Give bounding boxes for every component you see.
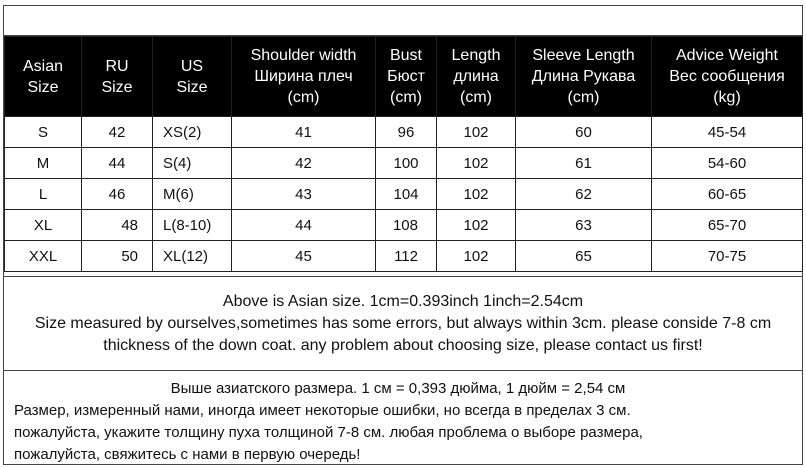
table-header [5, 37, 803, 117]
note-line: Size measured by ourselves,sometimes has some errors, but always within 3cm. please conside 7-8 cm [34, 315, 772, 332]
table-row [5, 117, 803, 148]
header-line: Длина Рукава [531, 68, 636, 85]
header-line: Ширина плеч [254, 68, 353, 85]
cell-sleeve-length: 61 [516, 148, 652, 179]
note-line: Размер, измеренный нами, иногда имеет некоторые ошибки, но всегда в пределах 3 см. [14, 402, 631, 419]
cell-advice-weight: 45-54 [652, 117, 803, 148]
cell-asian-size: XXL [5, 241, 82, 272]
cell-shoulder-width: 43 [232, 179, 376, 210]
header-line: Size [176, 78, 208, 96]
header-line: (cm) [567, 89, 600, 106]
size-table [4, 36, 803, 272]
note-line: thickness of the down coat. any problem about choosing size, please contact us first! [103, 337, 703, 354]
cell-us-size: S(4) [153, 148, 232, 179]
russian-notes [4, 372, 802, 464]
header-sleeve-length [516, 37, 652, 117]
table-row [5, 241, 803, 272]
header-line: Asian [22, 57, 64, 75]
cell-length: 102 [437, 179, 516, 210]
header-line: Length [451, 47, 501, 64]
cell-advice-weight: 65-70 [652, 210, 803, 241]
note-line: пожалуйста, укажите толщину пуха толщиной 7-8 см. любая проблема о выборе размера, [14, 424, 643, 441]
header-shoulder-width [232, 37, 376, 117]
cell-sleeve-length: 62 [516, 179, 652, 210]
cell-ru-size: 42 [82, 117, 153, 148]
cell-us-size: XS(2) [153, 117, 232, 148]
cell-shoulder-width: 44 [232, 210, 376, 241]
header-line: длина [453, 68, 499, 85]
cell-bust: 96 [376, 117, 437, 148]
header-line: Sleeve Length [532, 47, 635, 64]
table-body [5, 117, 803, 272]
header-line: Вес сообщения [669, 68, 785, 85]
cell-sleeve-length: 65 [516, 241, 652, 272]
header-row [5, 37, 803, 117]
header-advice-weight [652, 37, 803, 117]
cell-ru-size: 44 [82, 148, 153, 179]
table-row [5, 148, 803, 179]
cell-shoulder-width: 45 [232, 241, 376, 272]
header-line: Bust [389, 47, 422, 64]
top-blank-band [4, 6, 802, 36]
cell-shoulder-width: 41 [232, 117, 376, 148]
cell-bust: 112 [376, 241, 437, 272]
table-row [5, 179, 803, 210]
cell-bust: 108 [376, 210, 437, 241]
header-line: (kg) [713, 89, 741, 106]
header-us-size [153, 37, 232, 117]
cell-advice-weight: 70-75 [652, 241, 803, 272]
cell-advice-weight: 60-65 [652, 179, 803, 210]
cell-asian-size: L [5, 179, 82, 210]
cell-us-size: L(8-10) [153, 210, 232, 241]
header-asian-size [5, 37, 82, 117]
header-line: (cm) [460, 89, 492, 106]
cell-bust: 104 [376, 179, 437, 210]
cell-us-size: XL(12) [153, 241, 232, 272]
cell-ru-size: 46 [82, 179, 153, 210]
cell-length: 102 [437, 210, 516, 241]
cell-length: 102 [437, 241, 516, 272]
table-row [5, 210, 803, 241]
cell-bust: 100 [376, 148, 437, 179]
cell-sleeve-length: 63 [516, 210, 652, 241]
header-line: US [180, 57, 204, 75]
cell-asian-size: S [5, 117, 82, 148]
cell-advice-weight: 54-60 [652, 148, 803, 179]
size-chart-sheet [3, 5, 803, 465]
cell-sleeve-length: 60 [516, 117, 652, 148]
cell-length: 102 [437, 117, 516, 148]
cell-asian-size: XL [5, 210, 82, 241]
header-length [437, 37, 516, 117]
header-line: Shoulder width [250, 47, 357, 64]
note-line: Above is Asian size. 1cm=0.393inch 1inch=2.54cm [222, 293, 584, 310]
header-line: Бюст [387, 68, 425, 85]
header-line: RU [105, 57, 129, 75]
cell-ru-size: 48 [82, 210, 153, 241]
note-line: Выше азиатского размера. 1 см = 0,393 дюйма, 1 дюйм = 2,54 см [170, 380, 626, 397]
cell-ru-size: 50 [82, 241, 153, 272]
cell-shoulder-width: 42 [232, 148, 376, 179]
english-notes [4, 276, 802, 371]
cell-length: 102 [437, 148, 516, 179]
note-line: пожалуйста, свяжитесь с нами в первую очередь! [14, 446, 361, 463]
header-line: (cm) [390, 89, 422, 106]
cell-us-size: M(6) [153, 179, 232, 210]
header-ru-size [82, 37, 153, 117]
header-line: (cm) [287, 89, 320, 106]
header-line: Size [101, 78, 133, 96]
header-line: Advice Weight [676, 47, 778, 64]
header-line: Size [27, 78, 59, 96]
cell-asian-size: M [5, 148, 82, 179]
header-bust [376, 37, 437, 117]
